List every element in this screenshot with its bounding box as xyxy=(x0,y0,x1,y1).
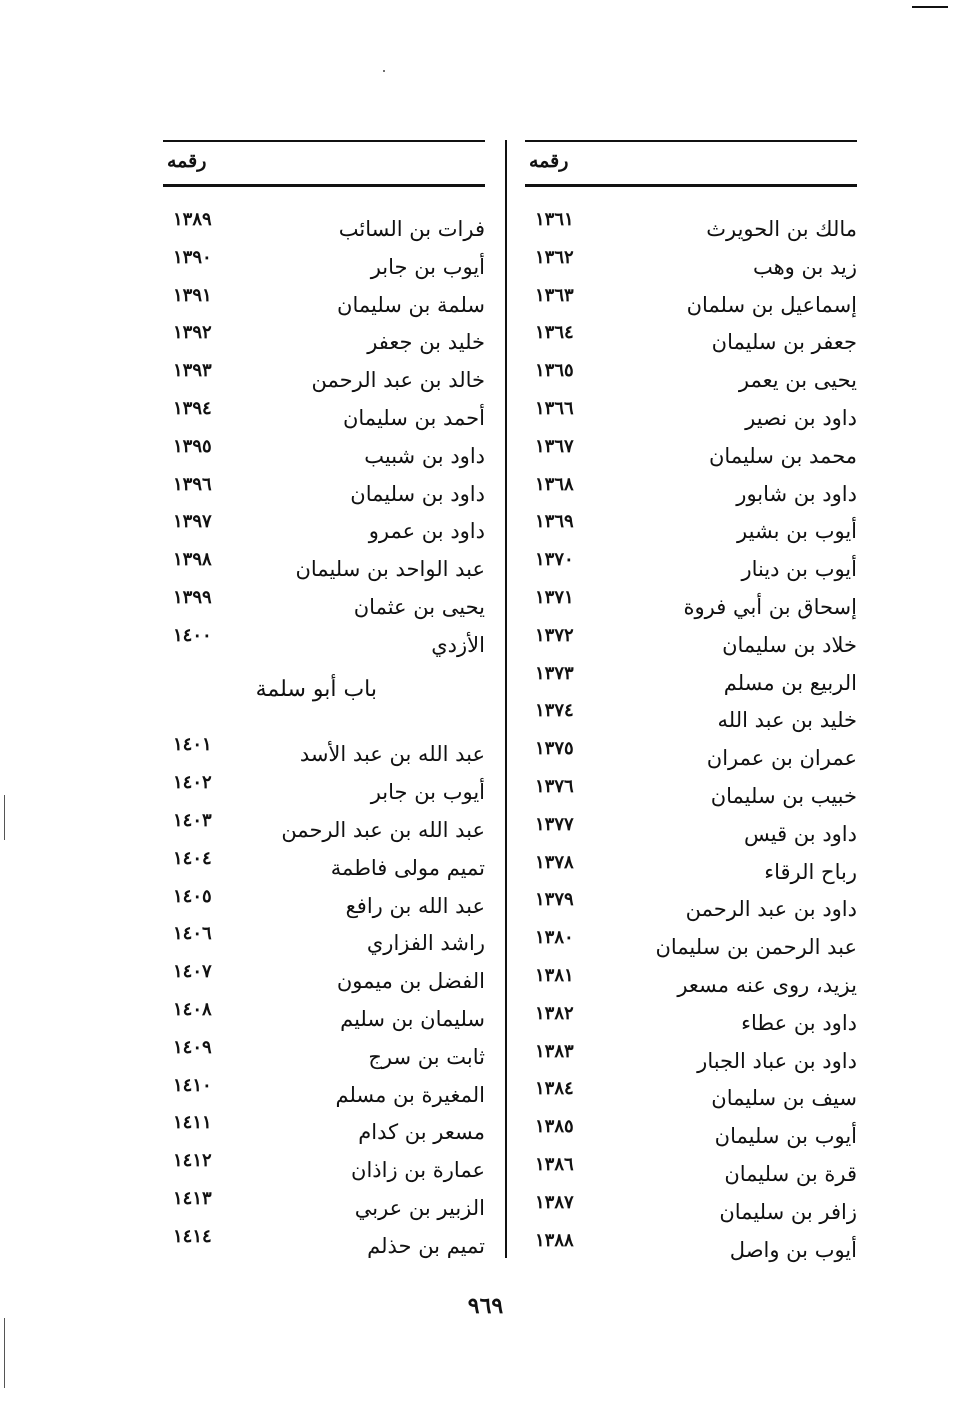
index-row xyxy=(163,1112,485,1150)
entry-name: مسعر بن كدام xyxy=(358,1120,485,1145)
column-header xyxy=(525,142,857,184)
entry-number: ١٤٠١ xyxy=(173,734,212,756)
index-row xyxy=(163,923,485,961)
header-rule xyxy=(525,184,857,187)
entry-number: ١٣٧٥ xyxy=(535,738,574,760)
entry-name: يزيد، روى عنه مسعر xyxy=(677,973,857,997)
index-row xyxy=(163,848,485,886)
index-row xyxy=(525,1116,857,1154)
index-row xyxy=(163,1037,485,1075)
entry-name: يحيى بن يعمر xyxy=(738,368,857,393)
entry-name: داود بن عطاء xyxy=(741,1010,857,1035)
number-header-label: رقمه xyxy=(167,150,207,172)
entry-name: خليد بن عبد الله xyxy=(717,708,857,733)
entry-number: ١٣٧٠ xyxy=(535,549,574,571)
entry-number: ١٣٧٩ xyxy=(535,889,574,911)
entry-number: ١٣٧٦ xyxy=(535,776,574,797)
entry-number: ١٣٩٩ xyxy=(173,587,212,608)
entry-name: فرات بن السائب xyxy=(338,217,485,241)
index-row xyxy=(163,398,485,436)
entry-name: الفضل بن ميمون xyxy=(336,969,485,994)
entry-number: ١٣٦٥ xyxy=(535,360,574,382)
entry-name: عبد الرحمن بن سليمان xyxy=(655,935,857,960)
index-row xyxy=(525,247,857,285)
entry-name: يحيى بن عثمان xyxy=(353,595,485,619)
entry-name: عبد الواحد بن سليمان xyxy=(295,557,485,582)
entry-name: داود بن نصير xyxy=(745,406,857,430)
index-row xyxy=(525,285,857,323)
index-row xyxy=(525,511,857,549)
index-row xyxy=(163,209,485,247)
entry-name: محمد بن سليمان xyxy=(709,443,857,468)
index-row xyxy=(163,961,485,999)
entry-name: قرة بن سليمان xyxy=(724,1162,857,1186)
entry-number: ١٣٨٠ xyxy=(535,927,574,949)
index-row xyxy=(163,886,485,924)
section-heading: باب أبو سلمة xyxy=(255,676,377,702)
entry-name: ثابت بن سرج xyxy=(368,1044,485,1069)
index-row xyxy=(525,549,857,587)
index-row xyxy=(525,852,857,890)
entry-number: ١٣٨٦ xyxy=(535,1154,574,1175)
entry-name: المغيرة بن مسلم xyxy=(335,1082,485,1107)
right-column xyxy=(525,140,857,1262)
index-row xyxy=(163,734,485,772)
index-row xyxy=(525,700,857,738)
entry-name: عمارة بن زاذان xyxy=(351,1158,485,1183)
number-header-label: رقمه xyxy=(529,150,569,172)
entry-name: داود بن عمرو xyxy=(368,519,485,544)
entry-name: داود بن شابور xyxy=(736,481,857,506)
entry-name: أيوب بن بشير xyxy=(737,519,857,544)
index-row xyxy=(525,587,857,625)
entry-name: سلمة بن سليمان xyxy=(337,292,485,317)
index-row xyxy=(525,1078,857,1116)
entry-name: زيد بن وهب xyxy=(752,254,857,279)
index-row xyxy=(525,360,857,398)
entry-number: ١٣٧٤ xyxy=(535,700,574,722)
entry-number: ١٤١٣ xyxy=(173,1188,212,1209)
entry-number: ١٤٠٩ xyxy=(173,1036,212,1058)
entry-name: خبيب بن سليمان xyxy=(710,784,857,808)
index-row xyxy=(525,1154,857,1192)
entry-name: تميم بن حذلم xyxy=(367,1233,485,1258)
entry-number: ١٣٨٨ xyxy=(535,1229,574,1251)
entry-name: عبد الله بن رافع xyxy=(345,893,485,918)
entry-name: أيوب بن جابر xyxy=(370,254,485,279)
entry-number: ١٣٦٧ xyxy=(535,435,574,457)
entry-number: ١٣٦٩ xyxy=(535,511,574,533)
index-row xyxy=(525,474,857,512)
index-row xyxy=(525,1192,857,1230)
entry-number: ١٣٧٨ xyxy=(535,851,574,873)
index-row xyxy=(163,322,485,360)
entry-number: ١٤٠٧ xyxy=(173,961,212,983)
entry-number: ١٤٠٥ xyxy=(173,885,212,907)
entry-number: ١٤١٢ xyxy=(173,1150,212,1172)
header-rule xyxy=(163,184,485,187)
entry-number: ١٣٩٦ xyxy=(173,473,212,495)
corner-mark xyxy=(912,6,948,8)
entry-number: ١٣٦٢ xyxy=(535,246,574,268)
index-row xyxy=(163,360,485,398)
index-row xyxy=(525,1041,857,1079)
entry-name: تميم مولى فاطمة xyxy=(330,855,485,880)
entry-name: مالك بن الحويرث xyxy=(706,217,857,241)
index-row xyxy=(163,810,485,848)
entry-name: رباح الرقاء xyxy=(764,859,857,884)
left-column xyxy=(163,140,485,1258)
entry-number: ١٤٠٢ xyxy=(173,772,212,794)
page-number: ٩٦٩ xyxy=(467,1293,504,1319)
entry-number: ١٣٧٧ xyxy=(535,813,574,835)
entry-number: ١٣٩٣ xyxy=(173,360,212,382)
index-row xyxy=(163,247,485,285)
entry-name: أيوب بن دينار xyxy=(741,557,857,582)
entry-number: ١٣٨٩ xyxy=(173,209,212,230)
entry-number: ١٤٠٤ xyxy=(173,847,212,869)
entry-name: داود بن سليمان xyxy=(350,481,485,506)
entry-name: إسحاق بن أبي فروة xyxy=(683,595,857,619)
entry-name: خلاد بن سليمان xyxy=(722,632,857,657)
index-row xyxy=(163,436,485,474)
entry-number: ١٤٠٠ xyxy=(173,624,212,646)
entry-number: ١٤٠٨ xyxy=(173,999,212,1020)
column-header xyxy=(163,142,485,184)
index-row xyxy=(163,772,485,810)
entry-number: ١٣٨٥ xyxy=(535,1116,574,1138)
entry-name: سيف بن سليمان xyxy=(711,1086,857,1111)
entry-name: خالد بن عبد الرحمن xyxy=(311,368,485,393)
entry-name: زافر بن سليمان xyxy=(719,1199,857,1224)
entry-name: عبد الله بن عبد الرحمن xyxy=(281,818,485,842)
entry-number: ١٣٩٧ xyxy=(173,511,212,533)
entry-number: ١٣٩٥ xyxy=(173,435,212,457)
index-row xyxy=(163,999,485,1037)
index-row xyxy=(525,927,857,965)
index-row xyxy=(525,436,857,474)
entry-number: ١٣٧٣ xyxy=(535,662,574,684)
entry-name: عبد الله بن عبد الأسد xyxy=(299,742,485,767)
entry-number: ١٣٦٤ xyxy=(535,322,574,344)
entry-number: ١٣٩٢ xyxy=(173,322,212,344)
entry-number: ١٣٦٨ xyxy=(535,473,574,495)
index-row xyxy=(525,814,857,852)
entry-number: ١٣٩٨ xyxy=(173,549,212,571)
entry-name: خليد بن جعفر xyxy=(367,330,485,355)
entry-number: ١٣٨٧ xyxy=(535,1191,574,1213)
entry-name: جعفر بن سليمان xyxy=(711,330,857,355)
entry-number: ١٣٩٠ xyxy=(173,246,212,268)
scan-edge-mark xyxy=(4,795,5,840)
entry-number: ١٣٦٦ xyxy=(535,398,574,419)
entry-number: ١٣٨٣ xyxy=(535,1040,574,1062)
entry-name: أيوب بن سليمان xyxy=(714,1124,857,1149)
entry-name: الربيع بن مسلم xyxy=(723,670,857,695)
entry-name: أحمد بن سليمان xyxy=(342,406,485,430)
column-divider xyxy=(505,140,507,1258)
entry-number: ١٣٨١ xyxy=(535,965,574,986)
index-row xyxy=(525,1230,857,1268)
scan-edge-mark xyxy=(4,1318,5,1388)
entry-name: عمران بن عمران xyxy=(706,746,857,771)
entry-number: ١٤١٠ xyxy=(173,1074,212,1096)
index-row xyxy=(163,587,485,625)
index-row xyxy=(525,625,857,663)
entry-number: ١٣٩٤ xyxy=(173,398,212,419)
entry-name: الزبير بن عربي xyxy=(354,1196,485,1220)
index-row xyxy=(525,398,857,436)
index-row xyxy=(163,549,485,587)
entry-name: الأزدي xyxy=(431,632,485,657)
index-row xyxy=(163,1226,485,1264)
entry-number: ١٣٦١ xyxy=(535,209,574,230)
index-row xyxy=(525,322,857,360)
entry-number: ١٣٧١ xyxy=(535,587,574,608)
index-row xyxy=(163,1150,485,1188)
entry-number: ١٤١١ xyxy=(173,1112,212,1134)
entry-number: ١٣٨٢ xyxy=(535,1002,574,1024)
entry-name: أيوب بن واصل xyxy=(729,1237,857,1262)
index-row xyxy=(163,1075,485,1113)
entry-number: ١٤٠٣ xyxy=(173,810,212,831)
index-row xyxy=(163,285,485,323)
entry-name: سليمان بن سليم xyxy=(340,1007,485,1031)
entry-name: راشد الفزاري xyxy=(366,931,485,956)
entry-number: ١٣٦٣ xyxy=(535,284,574,306)
index-row xyxy=(525,776,857,814)
entry-name: أيوب بن جابر xyxy=(370,780,485,805)
entry-number: ١٣٨٤ xyxy=(535,1078,574,1100)
index-row xyxy=(163,474,485,512)
entry-number: ١٣٧٢ xyxy=(535,624,574,646)
index-row xyxy=(163,511,485,549)
index-row xyxy=(163,625,485,663)
entry-name: داود بن شبيب xyxy=(364,443,485,468)
index-row xyxy=(525,965,857,1003)
entry-name: داود بن عباد الجبار xyxy=(697,1048,857,1073)
index-row xyxy=(163,1188,485,1226)
index-row xyxy=(525,889,857,927)
entry-name: داود بن قيس xyxy=(743,821,857,846)
index-row xyxy=(525,209,857,247)
entry-name: داود بن عبد الرحمن xyxy=(685,897,857,922)
entry-number: ١٣٩١ xyxy=(173,284,212,306)
index-row xyxy=(525,663,857,701)
entry-number: ١٤١٤ xyxy=(173,1225,212,1247)
index-row xyxy=(525,738,857,776)
entry-number: ١٤٠٦ xyxy=(173,923,212,945)
index-row xyxy=(525,1003,857,1041)
scan-speck xyxy=(383,70,385,72)
entry-name: إسماعيل بن سلمان xyxy=(686,292,857,317)
